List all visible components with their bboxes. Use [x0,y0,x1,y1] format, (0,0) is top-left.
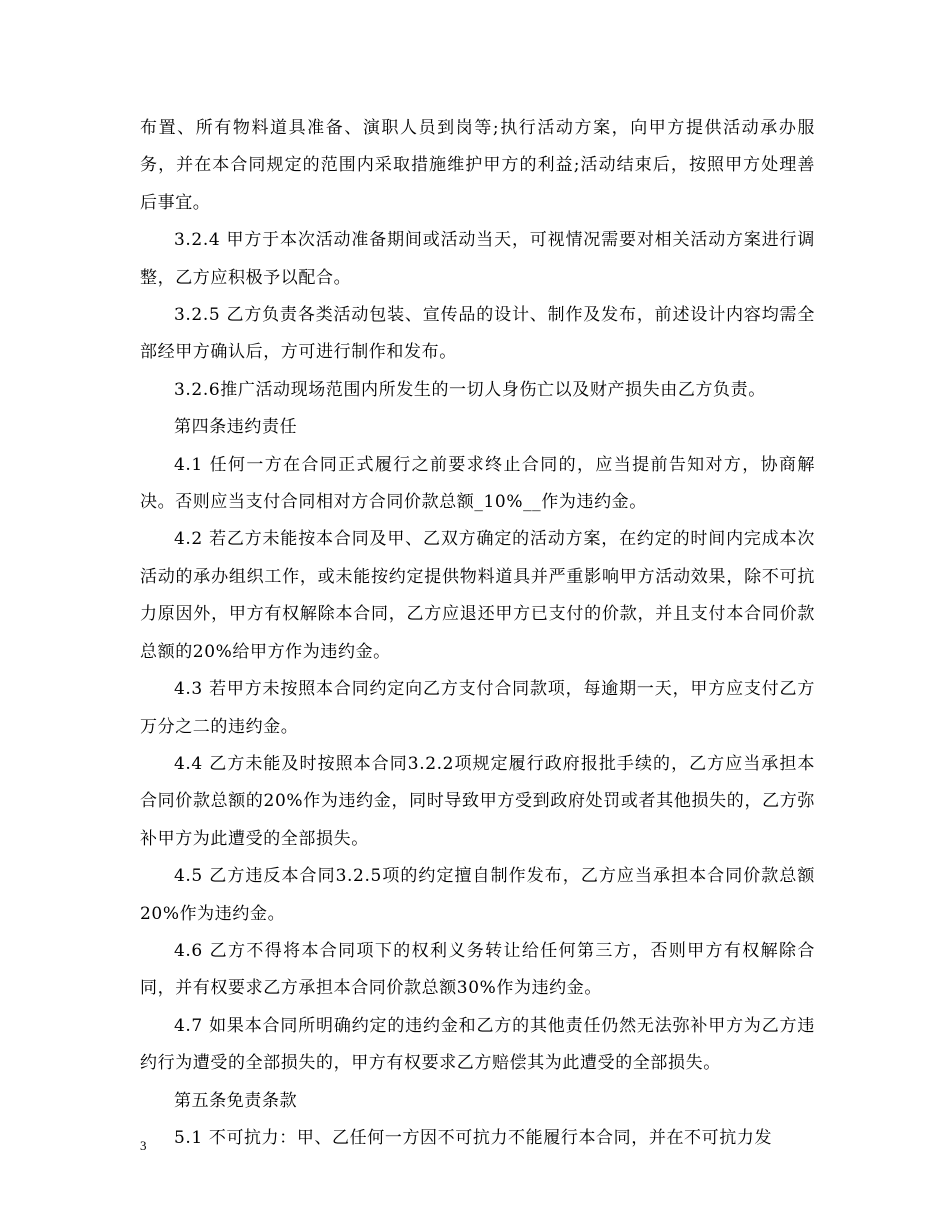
clause-3-2-4: 3.2.4 甲方于本次活动准备期间或活动当天，可视情况需要对相关活动方案进行调整，乙方应积极予以配合。 [140,230,815,288]
clause-4-7: 4.7 如果本合同所明确约定的违约金和乙方的其他责任仍然无法弥补甲方为乙方违约行为遭受的全部损失的，甲方有权要求乙方赔偿其为此遭受的全部损失。 [140,1015,815,1074]
section-heading-article-5: 第五条免责条款 [174,1090,298,1111]
clause-3-2-6: 3.2.6推广活动现场范围内所发生的一切人身伤亡以及财产损失由乙方负责。 [174,379,766,400]
page-number: 3 [140,1138,147,1153]
clause-4-1: 4.1 任何一方在合同正式履行之前要求终止合同的，应当提前告知对方，协商解决。否则应当支付合同相对方合同价款总额_10%__作为违约金。 [140,454,815,513]
clause-5-1: 5.1 不可抗力：甲、乙任何一方因不可抗力不能履行本合同，并在不可抗力发 [174,1127,773,1148]
clause-4-4: 4.4 乙方未能及时按照本合同3.2.2项规定履行政府报批手续的，乙方应当承担本合同价款总额的20%作为违约金，同时导致甲方受到政府处罚或者其他损失的，乙方弥补甲方为此遭受的全部损失。 [140,753,815,849]
clause-4-6: 4.6 乙方不得将本合同项下的权利义务转让给任何第三方，否则甲方有权解除合同，并有权要求乙方承担本合同价款总额30%作为违约金。 [140,940,815,999]
paragraph-continuation: 布置、所有物料道具准备、演职人员到岗等;执行活动方案，向甲方提供活动承办服务，并在本合同规定的范围内采取措施维护甲方的利益;活动结束后，按照甲方处理善后事宜。 [140,118,815,213]
clause-3-2-5: 3.2.5 乙方负责各类活动包装、宣传品的设计、制作及发布，前述设计内容均需全部经甲方确认后，方可进行制作和发布。 [140,305,815,363]
clause-4-2: 4.2 若乙方未能按本合同及甲、乙双方确定的活动方案，在约定的时间内完成本次活动的承办组织工作，或未能按约定提供物料道具并严重影响甲方活动效果，除不可抗力原因外，甲方有权解除本合同，乙方应退还甲方已支付的价款，并且支付本合同价款总额的20%给甲方作为违约金。 [140,529,815,662]
clause-4-3: 4.3 若甲方未按照本合同约定向乙方支付合同款项，每逾期一天，甲方应支付乙方 万分之二的违约金。 [140,679,815,737]
document-body [140,110,815,1157]
clause-4-5: 4.5 乙方违反本合同3.2.5项的约定擅自制作发布，乙方应当承担本合同价款总额20%作为违约金。 [140,866,815,924]
section-heading-article-4: 第四条违约责任 [174,417,298,438]
